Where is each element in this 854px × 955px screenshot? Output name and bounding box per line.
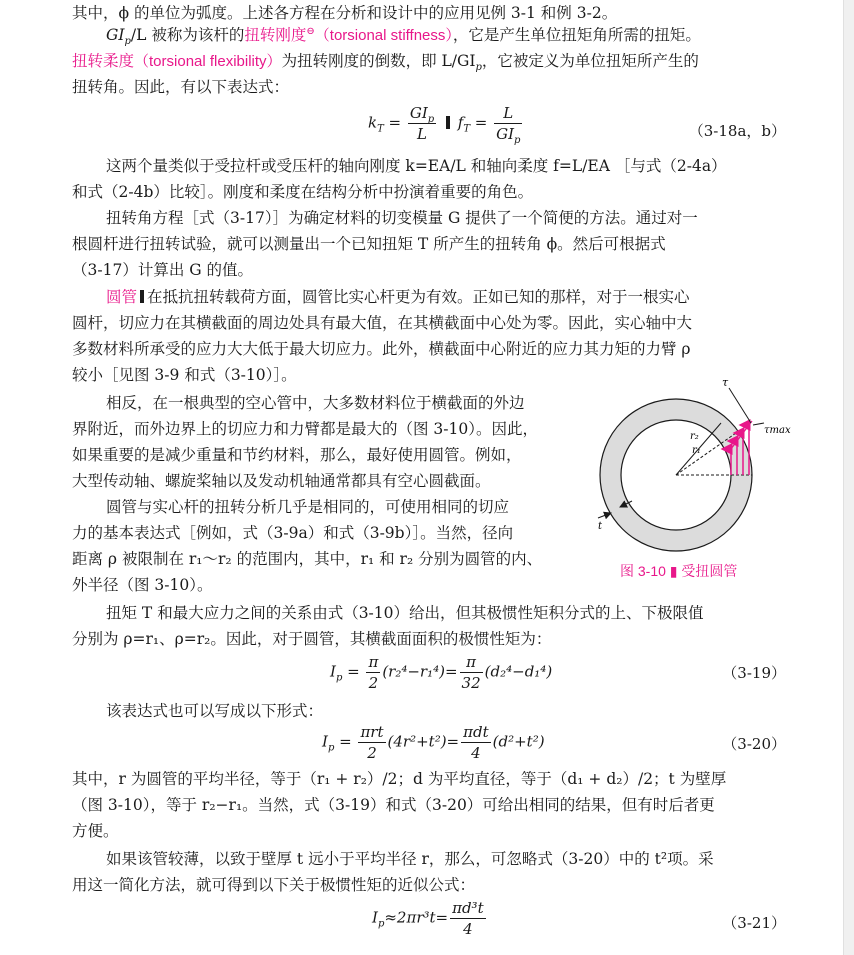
- label-tau: τ: [722, 376, 729, 389]
- text-line: 扭转角。因此，有以下表达式：: [72, 78, 290, 96]
- text-line: 其中，ϕ 的单位为弧度。上述各方程在分析和设计中的应用见例 3-1 和例 3-2。: [72, 4, 618, 22]
- equation-3-20: $I_p$ = $\frac{\text{πrt}}{2}$ (4r²+t²)= $\frac{\text{πdt}}{4}$ (d²+t²): [322, 723, 545, 762]
- text-line: 如果该管较薄，以致于壁厚 t 远小于平均半径 r，那么，可忽略式（3-20）中的 t²项。采: [106, 850, 714, 868]
- section-heading-tube: 圆管: [106, 288, 138, 306]
- thickness-arrow: [598, 513, 611, 518]
- text-line: 根圆杆进行扭转试验，就可以测量出一个已知扭矩 T 所产生的扭转角 ϕ。然后可根据式: [72, 235, 666, 253]
- text-line: 其中，r 为圆管的平均半径，等于（r₁ + r₂）/2；d 为平均直径，等于（d₁ + d₂）/2；t 为壁厚: [72, 770, 727, 788]
- figure-caption: 图 3-10 ▮ 受扭圆管: [620, 563, 738, 579]
- equation-number: （3-20）: [722, 735, 786, 753]
- text-line: 界附近，而外边界上的切应力和力臂都是最大的（图 3-10）。因此，: [72, 420, 539, 438]
- text-line: 大型传动轴、螺旋桨轴以及发动机轴通常都具有空心圆截面。: [72, 472, 491, 490]
- text-line: 多数材料所承受的应力大大低于最大切应力。此外，横截面中心附近的应力其力矩的力臂 ρ: [72, 340, 691, 358]
- text-line: 外半径（图 3-10）。: [72, 576, 213, 594]
- text-line: 和式（2-4b）比较］。刚度和柔度在结构分析中扮演着重要的角色。: [72, 183, 534, 201]
- text-line: 方便。: [72, 822, 119, 840]
- figure-tube-cross-section: [596, 376, 796, 583]
- equation-number: （3-18a，b）: [688, 122, 786, 140]
- text-line: 圆管 在抵抗扭转载荷方面，圆管比实心杆更为有效。正如已知的那样，对于一根实心: [106, 288, 690, 306]
- text-line: 圆管与实心杆的扭转分析几乎是相同的，可使用相同的切应: [106, 498, 510, 516]
- text-line: $GI_p/L$ 被称为该杆的扭转刚度⊖（torsional stiffness），它是产生单位扭矩角所需的扭矩。: [106, 25, 701, 48]
- text-line: 分别为 ρ=r₁、ρ=r₂。因此，对于圆管，其横截面面积的极惯性矩为：: [72, 630, 552, 648]
- term-torsional-stiffness-en: （torsional stiffness）: [314, 27, 453, 44]
- label-tau-max: τmax: [764, 425, 791, 436]
- text-line: 扭转角方程［式（3-17）］为确定材料的切变模量 G 提供了一个简便的方法。通过对一: [106, 209, 698, 227]
- term-torsional-flexibility-en: （torsional flexibility）: [134, 53, 282, 70]
- text-line: 扭矩 T 和最大应力之间的关系由式（3-10）给出，但其极惯性矩积分式的上、下极限值: [106, 604, 704, 622]
- text-line: 用这一简化方法，就可得到以下关于极惯性矩的近似公式：: [72, 876, 476, 894]
- text-line: 较小［见图 3-9 和式（3-10）］。: [72, 366, 297, 384]
- equation-3-18: $k_T$ = $\frac{GI_p}{L}$ $f_T$ = $\frac{L}{GI_p}$: [368, 104, 521, 146]
- text-line: 这两个量类似于受拉杆或受压杆的轴向刚度 k=EA/L 和轴向柔度 f=L/EA ［与式（2-4a）: [106, 157, 727, 175]
- text-line: 圆杆，切应力在其横截面的周边处具有最大值，在其横截面中心处为零。因此，实心轴中大: [72, 314, 693, 332]
- label-r1: r₁: [692, 445, 701, 456]
- text-line: 距离 ρ 被限制在 r₁～r₂ 的范围内，其中，r₁ 和 r₂ 分别为圆管的内、: [72, 550, 543, 568]
- tube-diagram: [596, 376, 796, 583]
- equation-number: （3-19）: [722, 664, 786, 682]
- heading-mark: [140, 290, 144, 303]
- tau-max-leader-line: [753, 423, 764, 425]
- label-t: t: [598, 521, 603, 532]
- text-line: 如果重要的是减少重量和节约材料，那么，最好使用圆管。例如，: [72, 446, 522, 464]
- text-line: 该表达式也可以写成以下形式：: [106, 702, 324, 720]
- equation-3-19: $I_p$ = $\frac{\pi}{2}$ (r₂⁴−r₁⁴)= $\frac{\pi}{32}$ (d₂⁴−d₁⁴): [330, 653, 553, 692]
- text-line: （3-17）计算出 G 的值。: [72, 261, 254, 279]
- text-line: 扭转柔度（torsional flexibility）为扭转刚度的倒数，即 $L/GI_p$，它被定义为单位扭矩所产生的: [72, 52, 699, 74]
- label-r2: r₂: [690, 431, 699, 442]
- term-torsional-stiffness: 扭转刚度: [244, 26, 307, 44]
- text-line: （图 3-10），等于 r₂−r₁。当然，式（3-19）和式（3-20）可给出相同的结果，但有时后者更: [72, 796, 715, 814]
- separator-mark: [446, 116, 450, 129]
- tau-leader-line: [729, 388, 751, 423]
- scrollbar[interactable]: [843, 0, 854, 955]
- text-line: 相反，在一根典型的空心管中，大多数材料位于横截面的外边: [106, 394, 525, 412]
- term-torsional-flexibility: 扭转柔度: [72, 52, 135, 70]
- equation-3-21: $I_p\approx 2\pi r^3t=$ $\frac{\text{πd³t}}{4}$: [372, 899, 484, 938]
- text-line: 力的基本表达式［例如，式（3-9a）和式（3-9b）］。当然，径向: [72, 524, 514, 542]
- equation-number: （3-21）: [722, 914, 786, 932]
